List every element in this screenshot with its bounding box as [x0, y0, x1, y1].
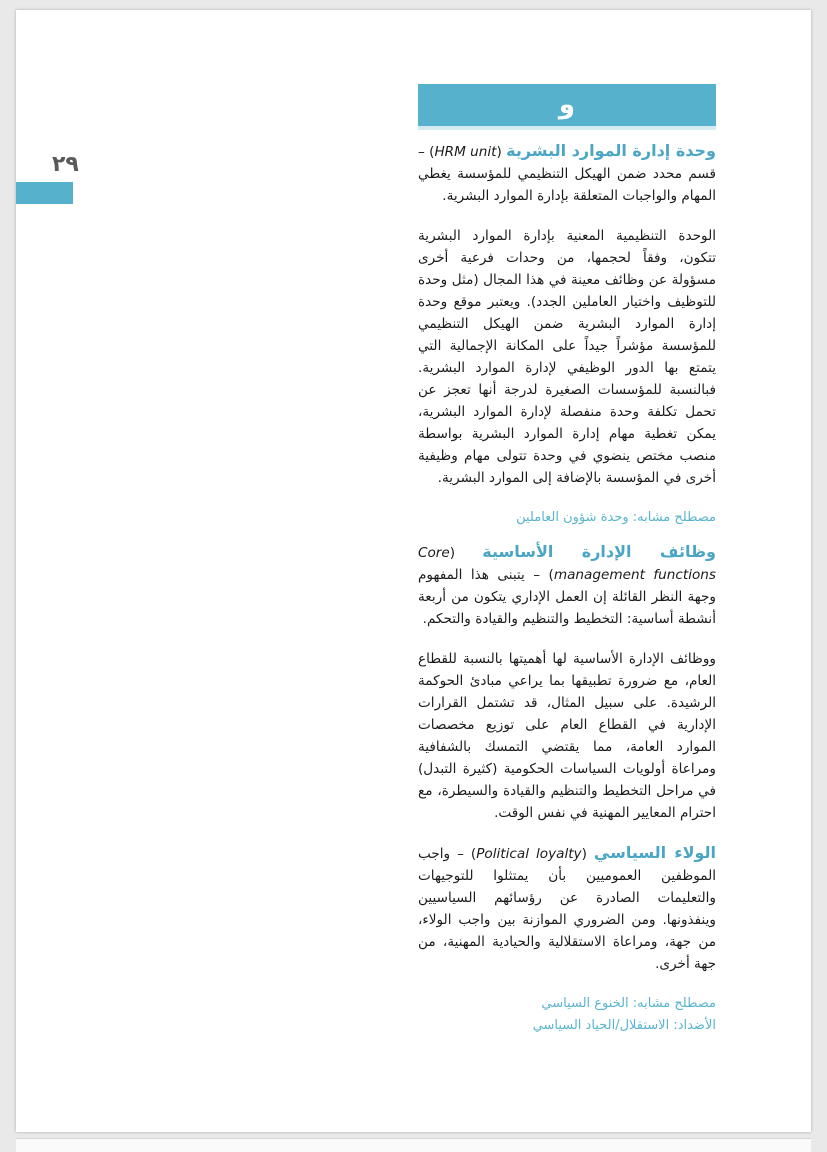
glossary-content — [418, 140, 716, 1037]
entry-core-management: وظائف الإدارة الأساسية (Core management functions) – يتبنى هذا المفهوم وجهة النظر القائلة إن العمل الإداري يتكون من أربعة أنشطة أساسية: التخطيط والتنظيم والقيادة والتحكم. — [418, 542, 717, 627]
term-english: Core management functions — [418, 545, 717, 583]
page-number: ٢٩ — [52, 152, 79, 177]
next-page-edge — [16, 1138, 811, 1152]
term-definition: – واجب الموظفين العموميين بأن يمتثلوا للتوجيهات والتعليمات الصادرة عن رؤسائهم السياسيين وينفذونها. ومن الضروري الموازنة بين واجب الولاء، من جهة، ومراعاة الاستقلالية والحيادية المهنية، من جهة أخرى. — [418, 846, 716, 972]
term-title: وحدة إدارة الموارد البشرية — [506, 141, 716, 160]
term-definition: – قسم محدد ضمن الهيكل التنظيمي للمؤسسة يغطي المهام والواجبات المتعلقة بإدارة الموارد البشرية. — [418, 144, 716, 204]
entry-political-loyalty: الولاء السياسي (Political loyalty) – واجب الموظفين العموميين بأن يمتثلوا للتوجيهات والتعليمات الصادرة عن رؤسائهم السياسيين وينفذونها. ومن الضروري الموازنة بين واجب الولاء، من جهة، ومراعاة الاستقلالية والحيادية المهنية، من جهة أخرى. — [418, 843, 717, 972]
term-title: وظائف الإدارة الأساسية — [482, 542, 716, 561]
term-english: HRM unit — [434, 144, 497, 160]
page-tab-marker — [16, 182, 73, 204]
letter-header-label: و — [558, 90, 576, 120]
letter-header — [418, 84, 716, 130]
page — [16, 10, 811, 1132]
entry-body: الوحدة التنظيمية المعنية بإدارة الموارد البشرية تتكون، وفقاً لحجمها، من وحدات فرعية أخرى مسؤولة عن وظائف معينة في هذا المجال (مثل وحدة للتوظيف واختيار العاملين الجدد). ويعتبر موقع وحدة إدارة الموارد البشرية ضمن الهيكل التنظيمي للمؤسسة مؤشراً جيداً على المكانة الإجمالية التي يتمتع بها الدور الوظيفي لإدارة الموارد البشرية. فبالنسبة للمؤسسات الصغيرة لدرجة أنها تعجز عن تحمل تكلفة وحدة منفصلة لإدارة الموارد البشرية، يمكن تغطية مهام إدارة الموارد البشرية بواسطة منصب مختص ينضوي في وحدة تتولى مهام وظيفية أخرى في المؤسسة بالإضافة إلى الموارد البشرية. — [418, 228, 716, 486]
similar-term: مصطلح مشابه: وحدة شؤون العاملين — [516, 510, 716, 525]
similar-term: مصطلح مشابه: الخنوع السياسي — [541, 996, 716, 1011]
term-title: الولاء السياسي — [593, 843, 717, 862]
term-english: Political loyalty — [476, 846, 582, 862]
antonyms: الأضداد: الاستقلال/الحياد السياسي — [532, 1018, 716, 1033]
entry-hrm-unit: وحدة إدارة الموارد البشرية (HRM unit) – قسم محدد ضمن الهيكل التنظيمي للمؤسسة يغطي المهام والواجبات المتعلقة بإدارة الموارد البشرية. — [418, 141, 716, 204]
term-definition: – يتبنى هذا المفهوم وجهة النظر القائلة إن العمل الإداري يتكون من أربعة أنشطة أساسية: التخطيط والتنظيم والقيادة والتحكم. — [418, 567, 716, 627]
entry-body: ووظائف الإدارة الأساسية لها أهميتها بالنسبة للقطاع العام، مع ضرورة تطبيقها بما يراعي مبادئ الحوكمة الرشيدة. على سبيل المثال، قد تشتمل القرارات الإدارية في القطاع العام على توزيع مخصصات الموارد العامة، مما يقتضي التمسك بالشفافية ومراعاة أولويات السياسات الحكومية (كثيرة التبدل) في مراحل التخطيط والتنظيم والقيادة والسيطرة، مع احترام المعايير المهنية في نفس الوقت. — [418, 651, 716, 821]
